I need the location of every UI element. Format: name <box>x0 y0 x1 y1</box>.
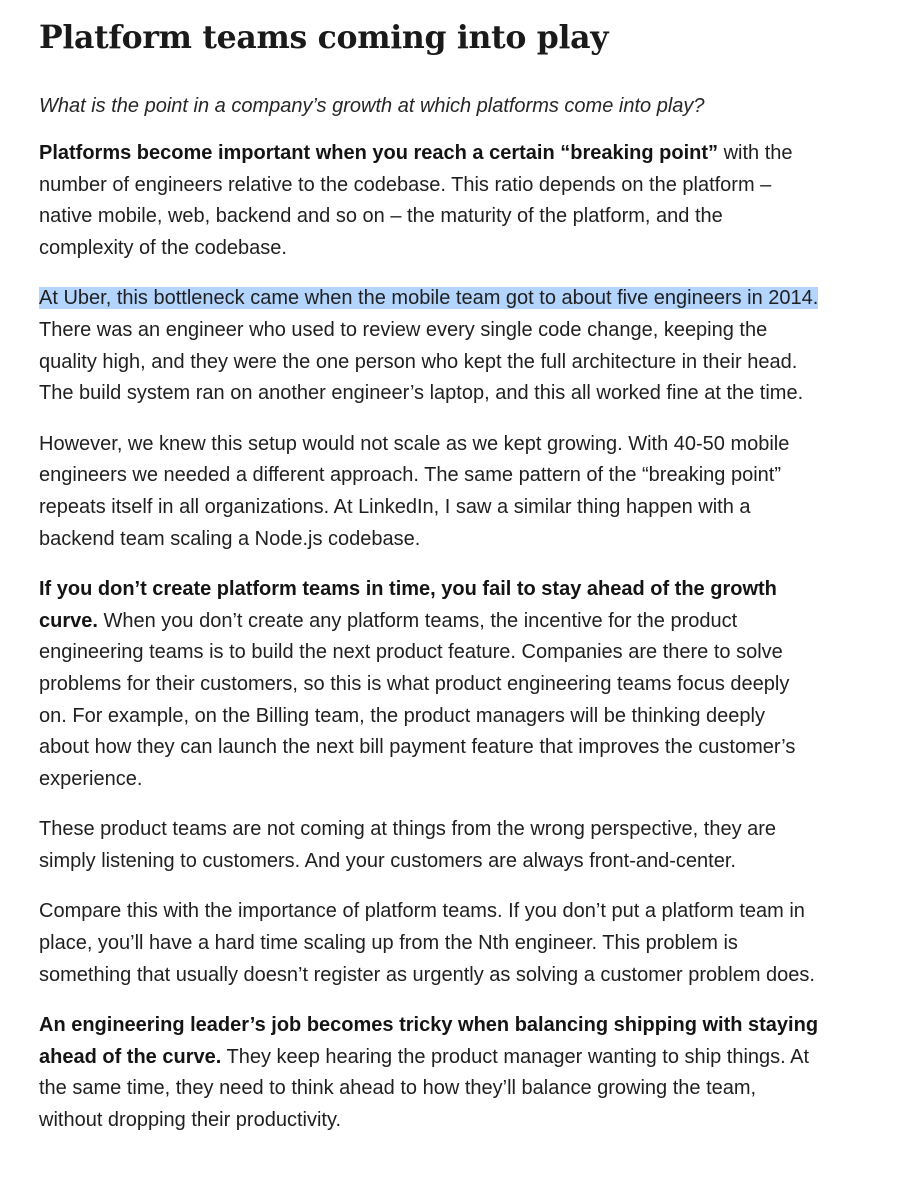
paragraph-lead-bold: An engineering leader’s job becomes tricky when balancing shipping with staying ahead of the curve. <box>39 1014 819 1068</box>
paragraph-text: There was an engineer who used to review every single code change, keeping the quality high, and they were the one person who kept the full architecture in their head. The build system ran on another engineer’s laptop, and this all worked fine at the time. <box>39 318 804 405</box>
article-title: Platform teams coming into play <box>39 19 609 56</box>
paragraph-platform-importance: Compare this with the importance of platform teams. If you don’t put a platform team in place, you’ll have a hard time scaling up from the Nth engineer. This problem is something that usually doesn’t register as urgently as solving a customer problem does. <box>39 900 815 986</box>
text-selection-highlight[interactable]: At Uber, this bottleneck came when the mobile team got to about five engineers in 2014. <box>39 287 819 310</box>
paragraph-breaking-point <box>39 138 819 264</box>
paragraph-text: When you don’t create any platform teams, the incentive for the product engineering teams is to build the next product feature. Companies are there to solve problems for their customers, so this is what product engineering teams focus deeply on. For example, on the Billing team, the product managers will be thinking deeply about how they can launch the next bill payment feature that improves the customer’s experience. <box>39 609 796 790</box>
article-subtitle: What is the point in a company’s growth at which platforms come into play? <box>39 95 705 117</box>
paragraph-text: They keep hearing the product manager wanting to ship things. At the same time, they need to think ahead to how they’ll balance growing the team, without dropping their productivity. <box>39 1045 810 1132</box>
paragraph-uber-example <box>39 283 819 409</box>
paragraph-product-teams: These product teams are not coming at things from the wrong perspective, they are simply listening to customers. And your customers are always front-and-center. <box>39 818 777 872</box>
paragraph-growth-curve <box>39 574 819 795</box>
paragraph-engineering-leader <box>39 1010 819 1136</box>
paragraph-scaling: However, we knew this setup would not scale as we kept growing. With 40-50 mobile engineers we needed a different approach. The same pattern of the “breaking point” repeats itself in all organizations. At LinkedIn, I saw a similar thing happen with a backend team scaling a Node.js codebase. <box>39 432 790 550</box>
article <box>39 18 819 1137</box>
paragraph-lead-bold: If you don’t create platform teams in time, you fail to stay ahead of the growth curve. <box>39 578 777 632</box>
paragraph-lead-bold: Platforms become important when you reach a certain “breaking point” <box>39 142 719 164</box>
paragraph-text: with the number of engineers relative to the codebase. This ratio depends on the platform – native mobile, web, backend and so on – the maturity of the platform, and the complexity of the codebase. <box>39 142 793 259</box>
